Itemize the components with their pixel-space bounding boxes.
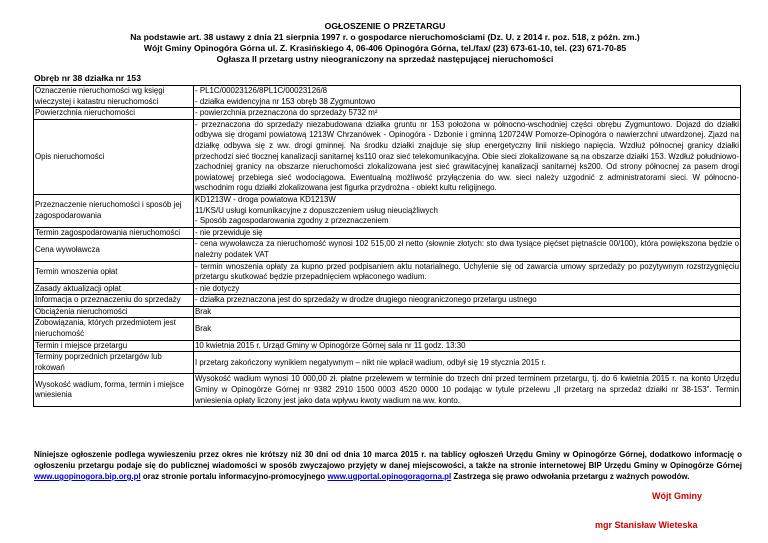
signature-office: Wójt Gminy bbox=[652, 491, 702, 501]
announcement-line: Ogłasza II przetarg ustny nieograniczony na sprzedaż następującej nieruchomości bbox=[216, 54, 554, 64]
row-label: Oznaczenie nieruchomości wg księgi wieczystej i katastru nieruchomości bbox=[34, 86, 194, 108]
row-label: Obciążenia nieruchomości bbox=[34, 306, 194, 318]
row-value: KD1213W - droga powiatowa KD1213W 11/KS/U usługi komunikacyjne z dopuszczeniem usług nieuciążliwych - Sposób zagospodarowania zgodny z przeznaczeniem bbox=[194, 194, 741, 227]
footnote-part-2: oraz stronie portalu informacyjno-promocyjnego bbox=[140, 472, 328, 481]
table-row bbox=[34, 318, 741, 340]
footnote bbox=[34, 449, 742, 482]
row-value: - cena wywoławcza za nieruchomość wynosi 102 515,00 zł netto (słownie złotych: sto dwa tysiące pięćset piętnaście 00/100), która powiększona będzie o należny podatek VAT bbox=[194, 239, 741, 261]
table-row bbox=[34, 352, 741, 374]
row-label: Cena wywoławcza bbox=[34, 239, 194, 261]
table-row bbox=[34, 374, 741, 407]
table-row bbox=[34, 239, 741, 261]
row-value: - PL1C/00023126/8PL1C/00023126/8 - działka ewidencyjna nr 153 obręb 38 Zygmuntowo bbox=[194, 86, 741, 108]
table-row bbox=[34, 227, 741, 239]
table-row bbox=[34, 108, 741, 120]
row-label: Wysokość wadium, forma, termin i miejsce wniesienia bbox=[34, 374, 194, 407]
row-value: Brak bbox=[194, 306, 741, 318]
row-label: Termin wnoszenia opłat bbox=[34, 261, 194, 283]
table-row bbox=[34, 194, 741, 227]
row-label: Termin zagospodarowania nieruchomości bbox=[34, 227, 194, 239]
table-row bbox=[34, 261, 741, 283]
signature-name: mgr Stanisław Wieteska bbox=[595, 520, 698, 530]
row-label: Opis nieruchomości bbox=[34, 119, 194, 194]
section-title: Obręb nr 38 działka nr 153 bbox=[34, 73, 141, 83]
table-row bbox=[34, 306, 741, 318]
row-value: - działka przeznaczona jest do sprzedaży w drodze drugiego nieograniczonego przetargu ustnego bbox=[194, 295, 741, 307]
row-value: - przeznaczona do sprzedaży niezabudowana działka gruntu nr 153 położona w północno-wschodniej części obrębu Zygmuntowo. Dojazd do działki odbywa się drogami powiatową 1213W Chrzanówek - Opinogóra - Dzbonie i gminną 120724W Pomorze-Opinogóra o nawierzchni utwardzonej. Zjazd na działkę odbywa się z ww. drogi gminnej. Na środku działki znajduje się słup energetyczny linii niskiego napięcia. Wzdłuż północnej granicy działki przechodzi sieć tłocznej kanalizacji sanitarnej ks110 oraz sieć telekomunikacyjna. Obie sieci zlokalizowane są na obszarze działki 153. Wzdłuż południowo-zachodniej granicy na obszarze nieruchomości zlokalizowana jest sieć grawitacyjnej kanalizacji sanitarnej ks200. Od strony północnej za pasem drogi powiatowej przebiega sieć wodociągowa. Ewentualną możliwość przyłączenia do ww. sieci należy uzgodnić z administratorami sieci. W północno-wschodnim rogu działki zlokalizowana jest figurka przydrożna - obiekt kultu religijnego. bbox=[194, 119, 741, 194]
table-row bbox=[34, 86, 741, 108]
row-value: - termin wnoszenia opłaty za kupno przed podpisaniem aktu notarialnego. Uchylenie się od zawarcia umowy sprzedaży po pozytywnym rozstrzygnięciu przetargu skutkować będzie przepadnięciem wpłaconego wadium. bbox=[194, 261, 741, 283]
bip-link[interactable]: www.ugopinogora.bip.org.pl bbox=[34, 472, 141, 481]
row-value: - powierzchnia przeznaczona do sprzedaży 5732 m² bbox=[194, 108, 741, 120]
row-label: Informacja o przeznaczeniu do sprzedaży bbox=[34, 295, 194, 307]
legal-basis-line: Na podstawie art. 38 ustawy z dnia 21 sierpnia 1997 r. o gospodarce nieruchomościami (Dz. U. z 2014 r. poz. 518, z późn. zm.) bbox=[130, 32, 640, 42]
row-value: Wysokość wadium wynosi 10 000,00 zł. płatne przelewem w terminie do trzech dni przed terminem przetargu, tj. do 6 kwietnia 2015 r. na konto Urzędu Gminy w Opinogórze Górnej nr 9382 2910 1500 0003 4520 0000 10 podając w tytule przelewu „II przetarg na sprzedaż działki nr 38-153". Termin wniesienia opłaty liczony jest jako data wpływu kwoty wadium na ww. konto. bbox=[194, 374, 741, 407]
property-details-table bbox=[33, 85, 741, 407]
row-value: - nie dotyczy bbox=[194, 283, 741, 295]
portal-link[interactable]: www.ugportal.opinogoragorna.pl bbox=[327, 472, 452, 481]
row-label: Termin i miejsce przetargu bbox=[34, 340, 194, 352]
row-label: Terminy poprzednich przetargów lub rokowań bbox=[34, 352, 194, 374]
footnote-part-1: Niniejsze ogłoszenie podlega wywieszeniu przez okres nie krótszy niż 30 dni od dnia 10 marca 2015 r. na tablicy ogłoszeń Urzędu Gminy w Opinogórze Górnej, dodatkowo informację o ogłoszeniu przetargu podaje się do publicznej wiadomości w sposób zwyczajowo przyjęty w danej miejscowości, a także na stronie internetowej BIP Urzędu Gminy w Opinogórze Górnej bbox=[34, 450, 742, 470]
row-value: Brak bbox=[194, 318, 741, 340]
row-label: Powierzchnia nieruchomości bbox=[34, 108, 194, 120]
row-value: 10 kwietnia 2015 r. Urząd Gminy w Opinogórze Górnej sala nr 11 godz. 13:30 bbox=[194, 340, 741, 352]
document-title: OGŁOSZENIE O PRZETARGU bbox=[324, 21, 446, 31]
office-address-line: Wójt Gminy Opinogóra Górna ul. Z. Krasińskiego 4, 06-406 Opinogóra Górna, tel./fax/ (23) 673-61-10, tel. (23) 671-70-85 bbox=[143, 43, 627, 53]
table-row bbox=[34, 283, 741, 295]
table-row bbox=[34, 340, 741, 352]
row-value: - nie przewiduje się bbox=[194, 227, 741, 239]
table-row bbox=[34, 295, 741, 307]
row-label: Zobowiązania, których przedmiotem jest nieruchomość bbox=[34, 318, 194, 340]
row-label: Zasady aktualizacji opłat bbox=[34, 283, 194, 295]
row-value: I przetarg zakończony wynikiem negatywnym – nikt nie wpłacił wadium, odbył się 19 stycznia 2015 r. bbox=[194, 352, 741, 374]
row-label: Przeznaczenie nieruchomości i sposób jej zagospodarowania bbox=[34, 194, 194, 227]
footnote-part-3: Zastrzega się prawo odwołania przetargu z ważnych powodów. bbox=[451, 472, 690, 481]
table-row bbox=[34, 119, 741, 194]
